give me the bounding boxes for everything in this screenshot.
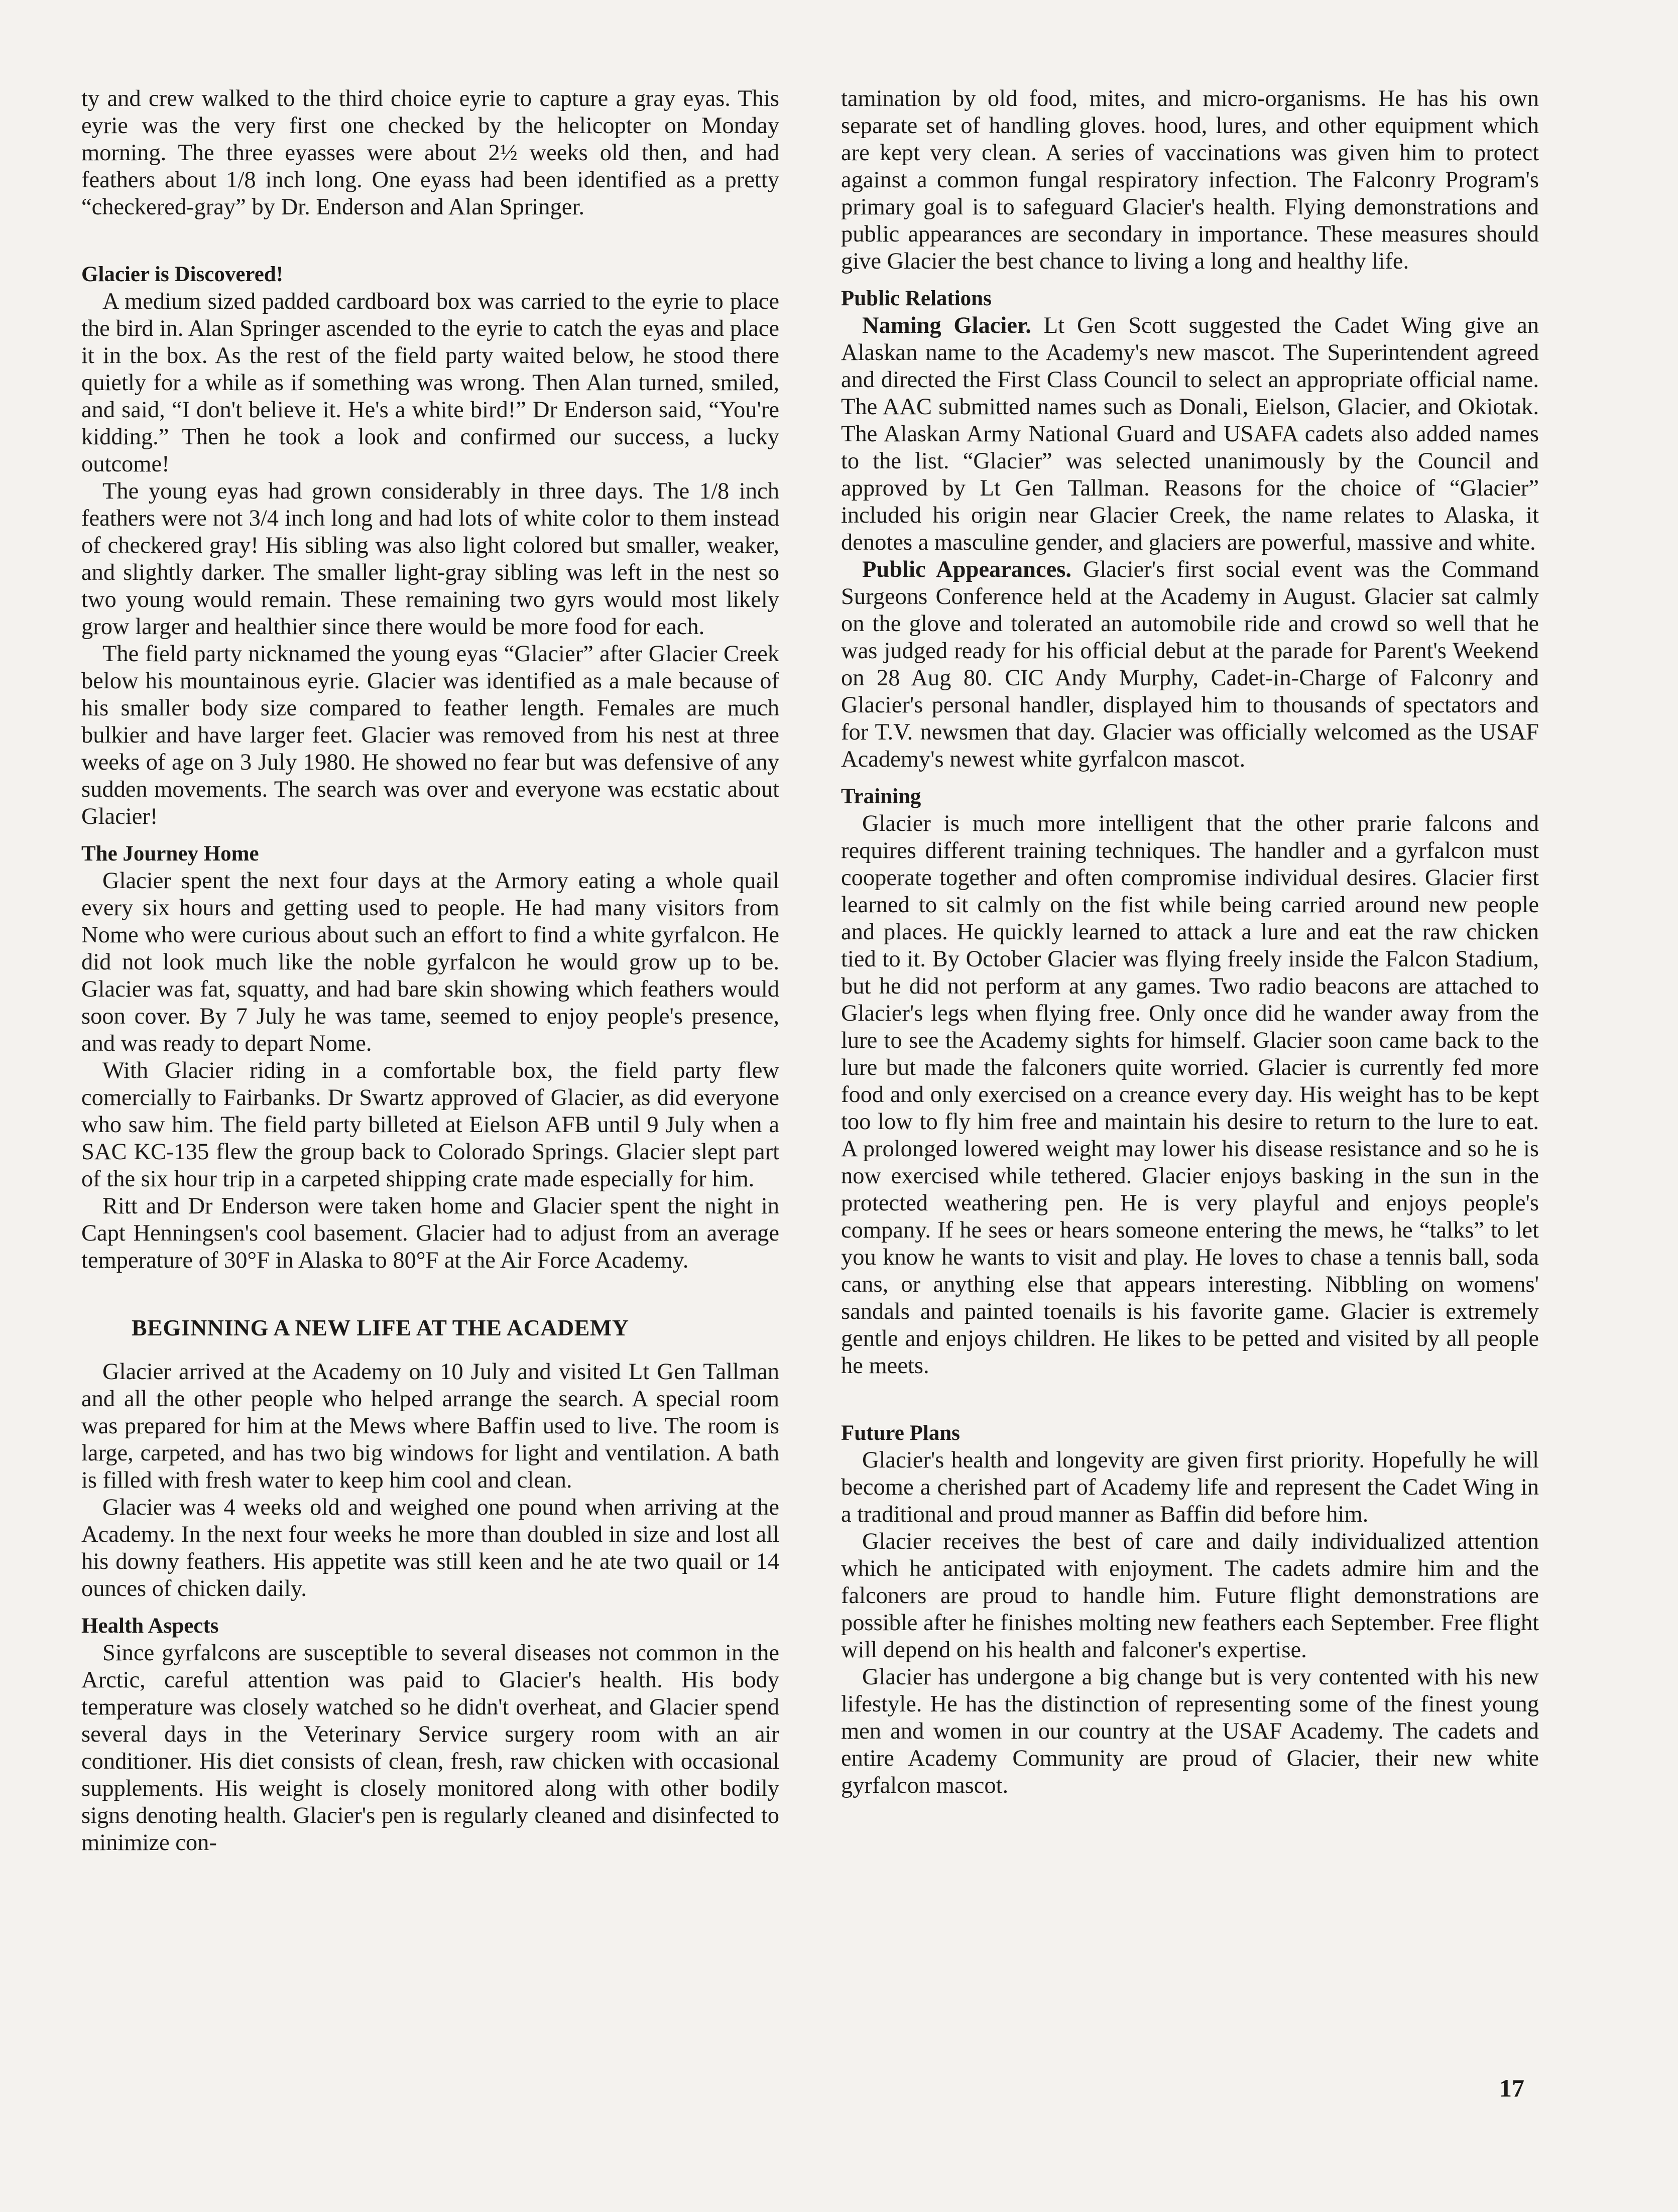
heading-training: Training [841,785,921,808]
heading-glacier-discovered: Glacier is Discovered! [81,263,284,286]
paragraph-text: Glacier's first social event was the Command Surgeons Conference held at the Academy in August. Glacier sat calmly on the glove and tolerated an automobile ride and crowd so well that he was judged ready for his official debut at the parade for Parent's Weekend on 28 Aug 80. CIC Andy Murphy, Cadet-in-Charge of Falconry and Glacier's personal handler, displayed him to thousands of spectators and for T.V. newsmen that day. Glacier was officially welcomed as the USAF Academy's newest white gyrfalcon mascot. [841,557,1539,772]
paragraph: Glacier arrived at the Academy on 10 July and visited Lt Gen Tallman and all the other people who helped arrange the search. A special room was prepared for him at the Mews where Baffin used to live. The room is large, carpeted, and has two big windows for light and ventilation. A bath is filled with fresh water to keep him cool and clean. [81,1359,779,1493]
paragraph: With Glacier riding in a comfortable box, the field party flew comercially to Fairbanks. Dr Swartz approved of Glacier, as did everyone who saw him. The field party billeted at Eielson AFB until 9 July when a SAC KC-135 flew the group back to Colorado Springs. Glacier slept part of the six hour trip in a carpeted shipping crate made especially for him. [81,1058,779,1192]
heading-new-life: BEGINNING A NEW LIFE AT THE ACADEMY [132,1315,629,1340]
page-number: 17 [1499,2074,1524,2102]
paragraph-text: Lt Gen Scott suggested the Cadet Wing give an Alaskan name to the Academy's new mascot. The Superintendent agreed and directed the First Class Council to select an appropriate official name. The AAC submitted names such as Donali, Eielson, Glacier, and Okiotak. The Alaskan Army National Guard and USAFA cadets also added names to the list. “Glacier” was selected unanimously by the Council and approved by Lt Gen Tallman. Reasons for the choice of “Glacier” included his origin near Glacier Creek, the name relates to Alaska, it denotes a masculine gender, and glaciers are powerful, massive and white. [841,313,1539,555]
right-column [841,85,1539,1799]
paragraph-naming [841,312,1539,556]
runin-public-appearances: Public Appearances. [862,557,1071,582]
paragraph-intro: ty and crew walked to the third choice eyrie to capture a gray eyas. This eyrie was the very first one checked by the helicopter on Monday morning. The three eyasses were about 2½ weeks old then, and had feathers about 1/8 inch long. One eyass had been identified as a pretty “checkered-gray” by Dr. Enderson and Alan Springer. [81,86,779,220]
paragraph: Glacier has undergone a big change but is very contented with his new lifestyle. He has the distinction of representing some of the finest young men and women in our country at the USAF Academy. The cadets and entire Academy Community are proud of Glacier, their new white gyrfalcon mascot. [841,1664,1539,1798]
paragraph: The young eyas had grown considerably in three days. The 1/8 inch feathers were not 3/4 inch long and had lots of white color to them instead of checkered gray! His sibling was also light colored but smaller, weaker, and slightly darker. The smaller light-gray sibling was left in the nest so two young would remain. These remaining two gyrs would most likely grow larger and healthier since there would be more food for each. [81,478,779,640]
left-column [81,85,779,1857]
heading-public-relations: Public Relations [841,287,992,310]
paragraph: Ritt and Dr Enderson were taken home and Glacier spent the night in Capt Henningsen's cool basement. Glacier had to adjust from an average temperature of 30°F in Alaska to 80°F at the Air Force Academy. [81,1193,779,1273]
heading-future-plans: Future Plans [841,1421,960,1445]
paragraph: Glacier was 4 weeks old and weighed one pound when arriving at the Academy. In the next four weeks he more than doubled in size and lost all his downy feathers. His appetite was still keen and he ate two quail or 14 ounces of chicken daily. [81,1495,779,1602]
paragraph: A medium sized padded cardboard box was carried to the eyrie to place the bird in. Alan Springer ascended to the eyrie to catch the eyas and place it in the box. As the rest of the field party waited below, he stood there quietly for a while as if something was wrong. Then Alan turned, smiled, and said, “I don't believe it. He's a white bird!” Dr Enderson said, “You're kidding.” Then he took a look and confirmed our success, a lucky outcome! [81,289,779,477]
heading-health-aspects: Health Aspects [81,1614,219,1638]
paragraph-health-continued: tamination by old food, mites, and micro-organisms. He has his own separate set of handling gloves. hood, lures, and other equipment which are kept very clean. A series of vaccinations was given him to protect against a common fungal respiratory infection. The Falconry Program's primary goal is to safeguard Glacier's health. Flying demonstrations and public appearances are secondary in importance. These measures should give Glacier the best chance to living a long and healthy life. [841,86,1539,274]
heading-journey-home: The Journey Home [81,842,259,866]
runin-naming-glacier: Naming Glacier. [862,313,1031,338]
paragraph: Glacier is much more intelligent that the other prarie falcons and requires different training techniques. The handler and a gyrfalcon must cooperate together and often compromise individual desires. Glacier first learned to sit calmly on the fist while being carried around new people and places. He quickly learned to attack a lure and eat the raw chicken tied to it. By October Glacier was flying freely inside the Falcon Stadium, but he did not perform at any games. Two radio beacons are attached to Glacier's legs when flying free. Only once did he wander away from the lure to see the Academy sights for himself. Glacier soon came back to the lure but made the falconers quite worried. Glacier is currently fed more food and only exercised on a creance every day. His weight has to be kept too low to fly him free and maintain his desire to return to the lure to eat. A prolonged lowered weight may lower his disease resistance and so he is now exercised while tethered. Glacier enjoys basking in the sun in the protected weathering pen. He is very playful and enjoys people's company. If he sees or hears someone entering the mews, he “talks” to let you know he wants to visit and play. He loves to chase a tennis ball, soda cans, or anything else that appears interesting. Nibbling on womens' sandals and painted toenails is his favorite game. Glacier is extremely gentle and enjoys children. He likes to be petted and visited by all people he meets. [841,811,1539,1379]
paragraph: Since gyrfalcons are susceptible to several diseases not common in the Arctic, careful attention was paid to Glacier's health. His body temperature was closely watched so he didn't overheat, and Glacier spend several days in the Veterinary Service surgery room with an air conditioner. His diet consists of clean, fresh, raw chicken with occasional supplements. His weight is closely monitored along with other bodily signs denoting health. Glacier's pen is regularly cleaned and disinfected to minimize con- [81,1640,779,1856]
paragraph: Glacier receives the best of care and daily individualized attention which he anticipated with enjoyment. The cadets admire him and the falconers are proud to handle him. Future flight demonstrations are possible after he finishes molting new feathers each September. Free flight will depend on his health and falconer's expertise. [841,1529,1539,1663]
paragraph-appearances [841,556,1539,773]
paragraph: Glacier's health and longevity are given first priority. Hopefully he will become a cherished part of Academy life and represent the Cadet Wing in a traditional and proud manner as Baffin did before him. [841,1447,1539,1527]
paragraph: The field party nicknamed the young eyas “Glacier” after Glacier Creek below his mountainous eyrie. Glacier was identified as a male because of his smaller body size compared to feather length. Females are much bulkier and have larger feet. Glacier was removed from his nest at three weeks of age on 3 July 1980. He showed no fear but was defensive of any sudden movements. The search was over and everyone was ecstatic about Glacier! [81,641,779,829]
paragraph: Glacier spent the next four days at the Armory eating a whole quail every six hours and getting used to people. He had many visitors from Nome who were curious about such an effort to find a white gyrfalcon. He did not look much like the noble gyrfalcon he would grow up to be. Glacier was fat, squatty, and had bare skin showing which feathers would soon cover. By 7 July he was tame, seemed to enjoy people's presence, and was ready to depart Nome. [81,868,779,1056]
